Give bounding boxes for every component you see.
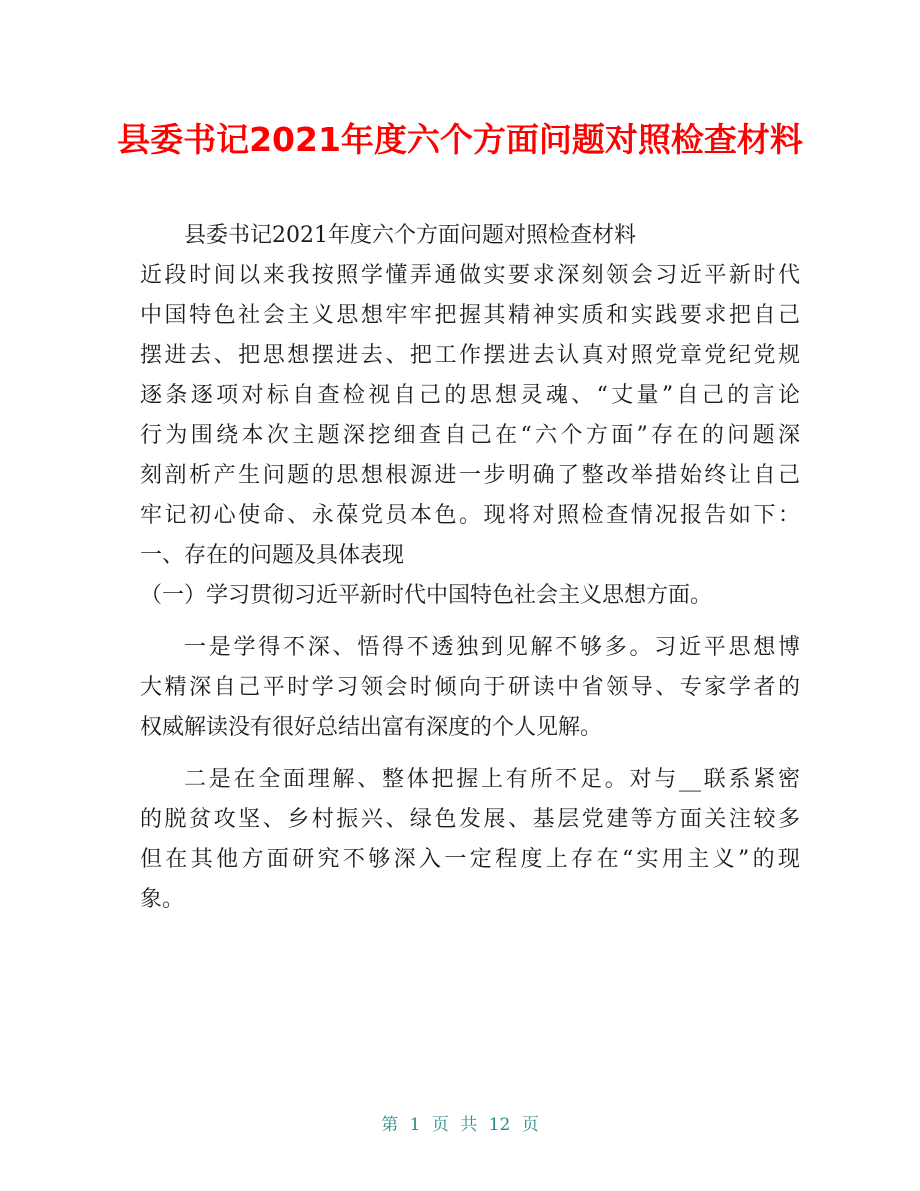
document-body xyxy=(140,216,800,920)
body-line: 一、存在的问题及具体表现 xyxy=(140,543,405,568)
body-line: 二是在全面理解、整体把握上有所不足。对与__联系紧密 xyxy=(184,767,800,792)
paragraph-spacer xyxy=(140,616,800,628)
body-line: 一是学得不深、悟得不透独到见解不够多。习近平思想博 xyxy=(184,635,800,660)
body-line: 县委书记2021年度六个方面问题对照检查材料 xyxy=(184,223,636,248)
body-line: 刻剖析产生问题的思想根源进一步明确了整改举措始终让自己 xyxy=(140,463,800,488)
body-line: 大精深自己平时学习领会时倾向于研读中省领导、专家学者的 xyxy=(140,675,800,700)
paragraph-spacer xyxy=(140,748,800,760)
body-line: 中国特色社会主义思想牢牢把握其精神实质和实践要求把自己 xyxy=(140,303,800,328)
body-line: 权威解读没有很好总结出富有深度的个人见解。 xyxy=(140,715,603,740)
body-line: 行为围绕本次主题深挖细查自己在“六个方面”存在的问题深 xyxy=(140,423,800,448)
body-line: 的脱贫攻坚、乡村振兴、绿色发展、基层党建等方面关注较多 xyxy=(140,807,800,832)
body-line: 牢记初心使命、永葆党员本色。现将对照检查情况报告如下： xyxy=(140,503,800,528)
page-number-footer: 第 1 页 共 12 页 xyxy=(381,1115,539,1135)
body-line: 摆进去、把思想摆进去、把工作摆进去认真对照党章党纪党规 xyxy=(140,343,800,368)
body-line: 象。 xyxy=(140,887,185,912)
body-line: 但在其他方面研究不够深入一定程度上存在“实用主义”的现 xyxy=(140,847,800,872)
document-title: 县委书记2021年度六个方面问题对照检查材料 xyxy=(117,120,803,159)
body-line: （一）学习贯彻习近平新时代中国特色社会主义思想方面。 xyxy=(140,583,713,608)
body-line: 近段时间以来我按照学懂弄通做实要求深刻领会习近平新时代 xyxy=(140,263,800,288)
body-line: 逐条逐项对标自查检视自己的思想灵魂、“丈量”自己的言论 xyxy=(140,383,800,408)
